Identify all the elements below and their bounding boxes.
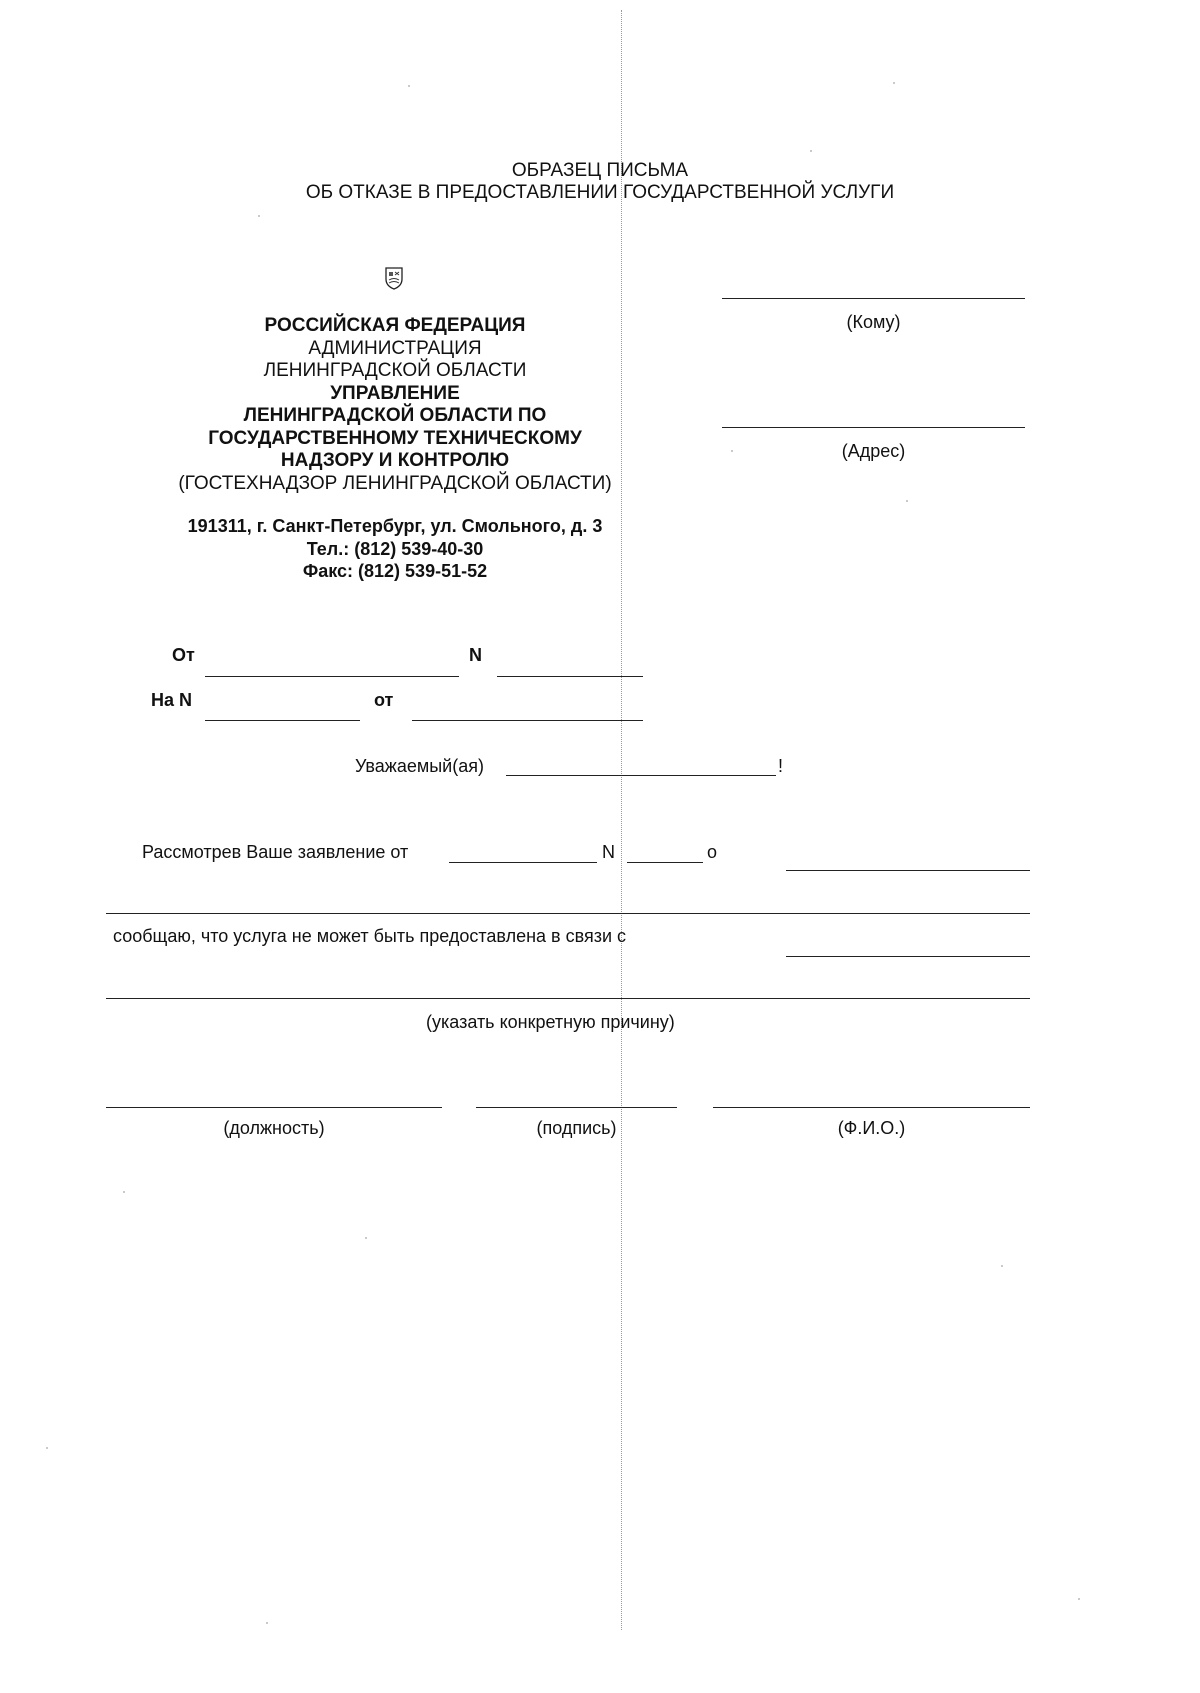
org-line-country: РОССИЙСКАЯ ФЕДЕРАЦИЯ [264,315,526,336]
scan-speck [258,215,260,217]
address-block [140,515,650,583]
reason-line-1 [786,956,1030,957]
from-label: От [172,645,195,665]
subject-line-1 [786,870,1030,871]
outgoing-date-line [205,676,459,677]
reason-caption: (указать конкретную причину) [426,1012,675,1032]
address-phone: Тел.: (812) 539-40-30 [306,538,484,559]
application-date-line [449,862,597,863]
inform-text: сообщаю, что услуга не может быть предоставлена в связи с [113,926,627,946]
subject-line-2 [106,913,1030,914]
position-caption: (должность) [223,1118,325,1138]
org-line-administration: АДМИНИСТРАЦИЯ [308,337,482,359]
org-line-department-region: ЛЕНИНГРАДСКОЙ ОБЛАСТИ ПО [243,405,547,426]
scan-speck [1078,1598,1080,1600]
address-fax: Факс: (812) 539-51-52 [302,561,488,581]
position-line [106,1107,442,1108]
scan-speck [408,85,410,87]
recipient-to-line [722,298,1025,299]
reply-date-line [412,720,643,721]
document-title-line1: ОБРАЗЕЦ ПИСЬМА [511,160,689,181]
org-line-department-tech: ГОСУДАРСТВЕННОМУ ТЕХНИЧЕСКОМУ [208,427,582,449]
coat-of-arms-icon [384,266,404,290]
page-fold-line [621,10,622,1630]
org-line-department: УПРАВЛЕНИЕ [330,382,460,404]
full-name-line [713,1107,1030,1108]
full-name-caption: (Ф.И.О.) [837,1118,906,1138]
reply-number-line [205,720,360,721]
scan-speck [1001,1265,1003,1267]
recipient-address-caption: (Адрес) [841,441,906,461]
salutation-name-line [506,775,776,776]
scan-speck [123,1191,125,1193]
recipient-to-caption: (Кому) [846,312,901,332]
salutation-text: Уважаемый(ая) [355,756,484,776]
outgoing-number-line [497,676,643,677]
scan-speck [365,1237,367,1239]
reply-date-label: от [374,690,394,710]
reply-number-label: На N [151,690,193,710]
document-title-line2: ОБ ОТКАЗЕ В ПРЕДОСТАВЛЕНИИ ГОСУДАРСТВЕННОЙ УСЛУГИ [305,182,895,203]
scan-speck [46,1447,48,1449]
scan-speck [893,82,895,84]
scan-speck [266,1622,268,1624]
reason-line-2 [106,998,1030,999]
considered-text: Рассмотрев Ваше заявление от [142,842,409,862]
about-text: о [707,842,718,862]
org-line-department-control: НАДЗОРУ И КОНТРОЛЮ [280,450,510,471]
scan-speck [906,500,908,502]
signature-line [476,1107,677,1108]
organization-block [140,315,650,495]
address-street: 191311, г. Санкт-Петербург, ул. Смольного, д. 3 [187,516,603,536]
application-number-label: N [602,842,615,862]
recipient-address-line [722,427,1025,428]
org-line-abbreviation: (ГОСТЕХНАДЗОР ЛЕНИНГРАДСКОЙ ОБЛАСТИ) [178,472,612,494]
org-line-region: ЛЕНИНГРАДСКОЙ ОБЛАСТИ [263,360,527,381]
scan-speck [810,150,812,152]
application-number-line [627,862,703,863]
salutation-exclamation: ! [778,756,784,776]
number-label: N [469,645,482,665]
signature-caption: (подпись) [536,1118,617,1138]
